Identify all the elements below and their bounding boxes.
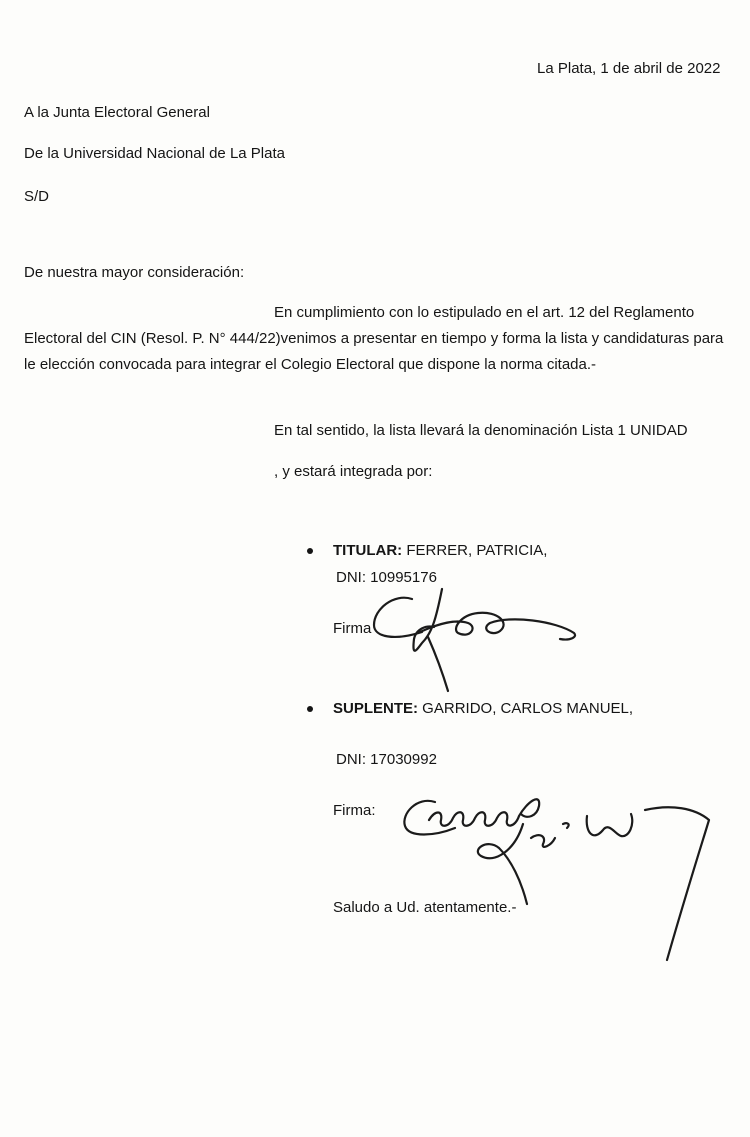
titular-signature-label: Firma: [333, 620, 372, 637]
recipient-line-2: De la Universidad Nacional de La Plata: [24, 145, 285, 162]
list-sentence-2: , y estará integrada por:: [274, 463, 433, 480]
salutation: De nuestra mayor consideración:: [24, 264, 245, 281]
body-paragraph: [24, 300, 736, 378]
candidate-titular: [333, 542, 547, 560]
titular-dni: DNI: 10995176: [336, 569, 437, 586]
recipient-line-1: A la Junta Electoral General: [24, 104, 210, 121]
closing: Saludo a Ud. atentamente.-: [333, 899, 517, 916]
body-paragraph-text: En cumplimiento con lo estipulado en el art. 12 del Reglamento Electoral del CIN (Resol. P. N° 444/22)venimos a presentar en tiempo y forma la lista y candidaturas para le elección convocada para integrar el Colegio Electoral que dispone la norma citada.-: [24, 304, 724, 373]
suplente-signature: [395, 780, 725, 970]
recipient-line-3: S/D: [24, 188, 50, 205]
place-date: La Plata, 1 de abril de 2022: [537, 60, 721, 77]
titular-signature: [360, 585, 590, 700]
suplente-role-label: SUPLENTE:: [333, 700, 419, 717]
suplente-name: GARRIDO, CARLOS MANUEL,: [418, 700, 634, 717]
suplente-signature-label: Firma:: [333, 802, 376, 819]
bullet-suplente: [307, 706, 313, 712]
candidate-suplente: [333, 700, 633, 718]
titular-name: FERRER, PATRICIA,: [402, 542, 548, 559]
bullet-titular: [307, 548, 313, 554]
titular-role-label: TITULAR:: [333, 542, 403, 559]
list-sentence-1: En tal sentido, la lista llevará la denominación Lista 1 UNIDAD: [274, 422, 688, 439]
suplente-dni: DNI: 17030992: [336, 751, 437, 768]
